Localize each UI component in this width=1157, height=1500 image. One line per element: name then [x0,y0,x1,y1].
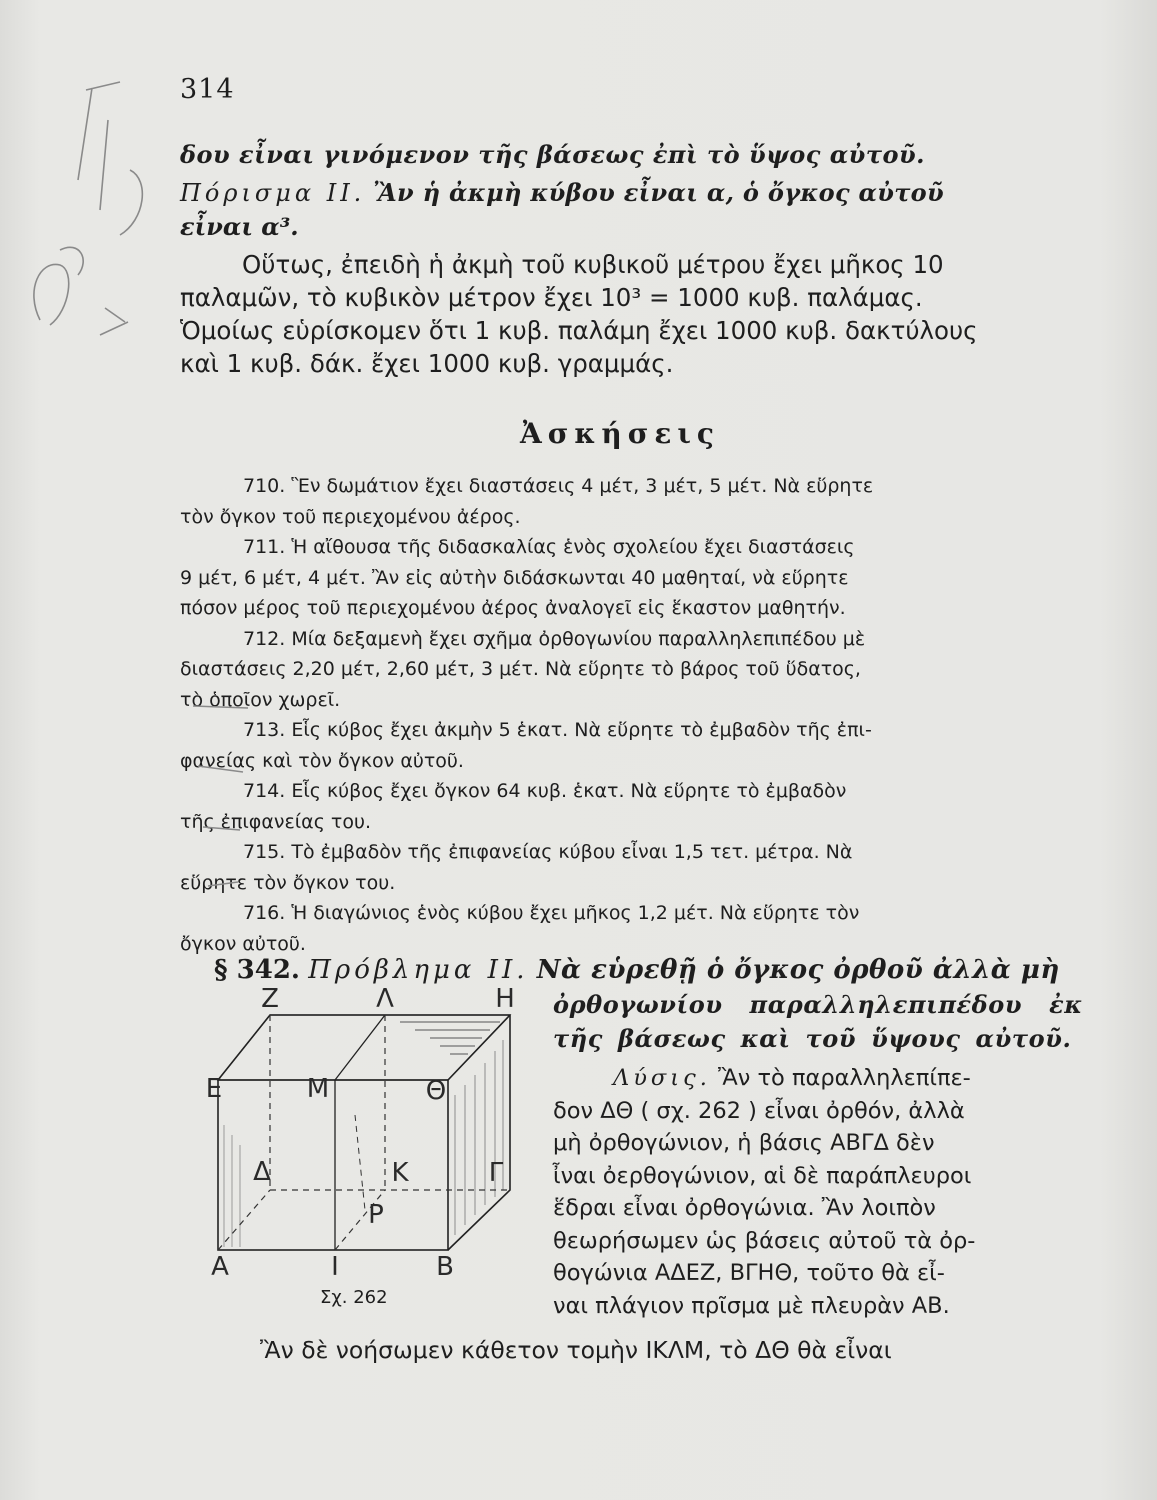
problem-label: Πρόβλημα ΙΙ. [308,955,529,985]
corollary-label: Πόρισμα ΙΙ. [180,179,366,207]
paragraph-line: Οὕτως, ἐπειδὴ ἡ ἀκμὴ τοῦ κυβικοῦ μέτρου ἔχει μῆκος 10 [242,250,944,279]
exercise-line: τὸν ὄγκον τοῦ περιεχομένου ἀέρος. [180,505,521,528]
solution-line: ἕδραι εἶναι ὀρθογώνια. Ἂν λοιπὸν [553,1195,936,1221]
right-face-shading [455,1040,503,1235]
top-hatching [400,1022,500,1054]
solution-paragraph [553,1062,1083,1322]
problem-statement: Νὰ εὑρεθῇ ὁ ὄγκος ὀρθοῦ ἀλλὰ μὴ [536,955,1060,985]
page-number: 314 [180,74,235,105]
exercise-list [180,471,1070,959]
label-Eta: Η [495,985,515,1014]
solution-line: δον ΔΘ ( σχ. 262 ) εἶναι ὀρθόν, ἀλλὰ [553,1097,965,1124]
exercise-line: πόσον μέρος τοῦ περιεχομένου ἀέρος ἀναλογεῖ εἰς ἕκαστον μαθητήν. [180,597,846,619]
section-edge-m-lambda [335,1015,385,1080]
paragraph-line: παλαμῶν, τὸ κυβικὸν μέτρον ἔχει 10³ = 1000 κυβ. παλάμας. [180,283,923,312]
label-Theta: Θ [425,1076,447,1106]
section-heading [214,955,1060,985]
exercise-line: φανείας καὶ τὸν ὄγκον αὐτοῦ. [180,749,464,772]
exercise-line: 713. Εἷς κύβος ἔχει ἀκμὴν 5 ἑκατ. Νὰ εὕρητε τὸ ἐμβαδὸν τῆς ἐπι- [243,719,872,741]
exercise-line: διαστάσεις 2,20 μέτ, 2,60 μέτ, 3 μέτ. Νὰ εὕρητε τὸ βάρος τοῦ ὕδατος, [180,658,861,680]
corollary-statement-end: εἶναι α³. [180,212,299,241]
label-E: Ε [205,1074,223,1104]
exercise-line: 712. Μία δεξαμενὴ ἔχει σχῆμα ὀρθογωνίου παραλληλεπιπέδου μὲ [243,627,866,650]
label-I: Ι [331,1252,339,1282]
corollary-heading [180,178,1060,207]
exercise-line: 711. Ἡ αἴθουσα τῆς διδασκαλίας ἑνὸς σχολείου ἔχει διαστάσεις [243,536,855,558]
hidden-edge-alpha-delta [218,1190,270,1250]
problem-statement-line: ὀρθογωνίου παραλληλεπιπέδου ἐκ [553,990,1083,1019]
label-B: Β [436,1252,454,1282]
exercises-title: Ἀσκήσεις [520,417,720,450]
last-line: Ἂν δὲ νοήσωμεν κάθετον τομὴν ΙΚΛΜ, τὸ ΔΘ θὰ εἶναι [260,1336,892,1364]
exercise-line: 715. Τὸ ἐμβαδὸν τῆς ἐπιφανείας κύβου εἶναι 1,5 τετ. μέτρα. Νὰ [243,841,853,863]
label-Gamma: Γ [488,1158,504,1188]
handwritten-margin-marks [0,60,190,360]
paragraph-line: καὶ 1 κυβ. δάκ. ἔχει 1000 κυβ. γραμμάς. [180,349,674,378]
solution-line: ναι πλάγιον πρῖσμα μὲ πλευρὰν ΑΒ. [553,1292,950,1319]
figure-caption: Σχ. 262 [320,1287,388,1308]
solution-line: Ἂν τὸ παραλληλεπίπε- [718,1065,971,1091]
section-number: § 342. [214,955,300,985]
exercise-line: 710. Ἓν δωμάτιον ἔχει διαστάσεις 4 μέτ, 3 μέτ, 5 μέτ. Νὰ εὕρητε [243,475,874,497]
exercise-line: ὄγκον αὐτοῦ. [180,932,306,955]
solution-line: θεωρήσωμεν ὡς βάσεις αὐτοῦ τὰ ὀρ- [553,1227,976,1254]
label-M: Μ [306,1074,330,1104]
solution-label: Λύσις. [613,1065,711,1091]
continuation-text: δου εἶναι γινόμενον τῆς βάσεως ἐπὶ τὸ ὕψος αὐτοῦ. [180,140,925,169]
paragraph-line: Ὁμοίως εὑρίσκομεν ὅτι 1 κυβ. παλάμη ἔχει 1000 κυβ. δακτύλους [180,316,978,345]
exercise-line: 9 μέτ, 6 μέτ, 4 μέτ. Ἂν εἰς αὐτὴν διδάσκωνται 40 μαθηταί, νὰ εὕρητε [180,566,849,589]
label-Lambda: Λ [376,985,394,1014]
solution-first-line [553,1062,1083,1095]
solution-line: θογώνια ΑΔΕΖ, ΒΓΗΘ, τοῦτο θὰ εἶ- [553,1260,945,1286]
front-face-shading [224,1125,240,1247]
exercise-line: τῆς ἐπιφανείας του. [180,810,371,833]
label-P: Ρ [368,1200,384,1230]
label-Delta: Δ [253,1157,271,1187]
exercise-line: εὕρητε τὸν ὄγκον του. [180,871,396,894]
label-A: Α [211,1252,229,1282]
corollary-paragraph [180,248,1065,380]
corollary-statement: Ἂν ἡ ἀκμὴ κύβου εἶναι α, ὁ ὄγκος αὐτοῦ [373,178,944,207]
solution-line: ἶναι ὀερθογώνιον, αἱ δὲ παράπλευροι [553,1162,972,1189]
parallelepiped-figure [200,985,530,1285]
exercise-line: τὸ ὁποῖον χωρεῖ. [180,688,341,711]
exercise-line: 716. Ἡ διαγώνιος ἑνὸς κύβου ἔχει μῆκος 1,2 μέτ. Νὰ εὕρητε τὸν [243,902,860,924]
exercise-line: 714. Εἷς κύβος ἔχει ὄγκον 64 κυβ. ἑκατ. Νὰ εὕρητε τὸ ἐμβαδὸν [243,780,847,802]
top-face [218,1015,510,1080]
solution-line: μὴ ὀρθογώνιον, ἡ βάσις ΑΒΓΔ δὲν [553,1130,935,1156]
problem-statement-line: τῆς βάσεως καὶ τοῦ ὕψους αὐτοῦ. [553,1024,1072,1053]
label-K: Κ [391,1158,409,1188]
margin-pencil-ticks [188,694,258,894]
label-Z: Ζ [261,985,279,1014]
height-line [355,1115,365,1210]
